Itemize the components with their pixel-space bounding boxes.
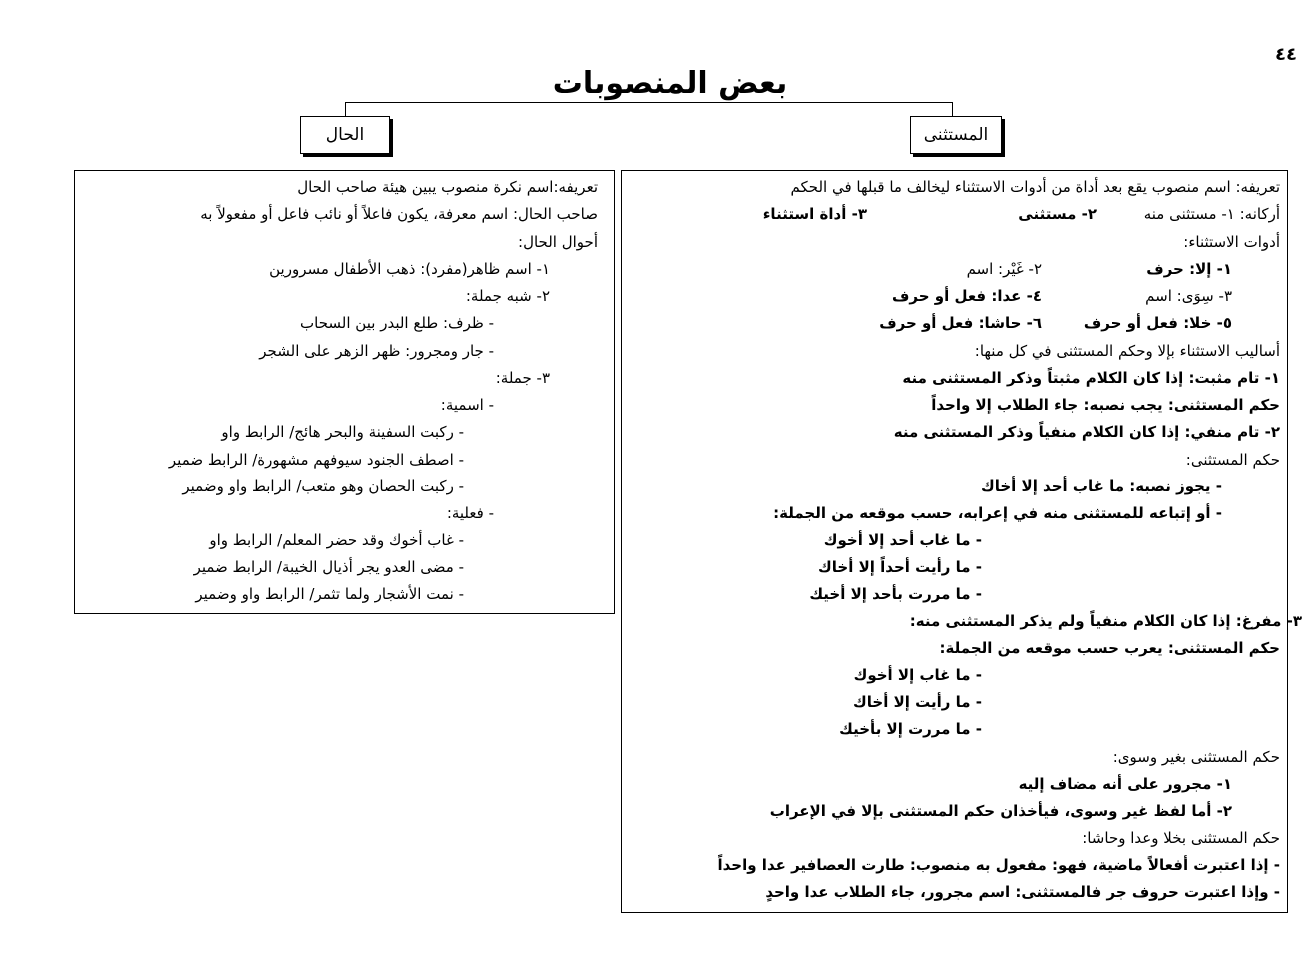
section-heading: أحوال الحال:: [518, 233, 598, 251]
rule-item: - وإذا اعتبرت حروف جر فالمستثنى: اسم مجرور، جاء الطلاب عدا واحدٍ: [765, 883, 1280, 901]
subtype-item: - فعلية:: [446, 504, 494, 522]
example-item: - ما مررت إلا بأخيك: [839, 720, 982, 738]
tool-item: ٦- حاشا: فعل أو حرف: [879, 314, 1042, 332]
example-item: - مضى العدو يجر أذيال الخيبة/ الرابط ضمير: [193, 558, 464, 576]
pillar-item: ٢- مستثنى: [1018, 205, 1097, 223]
rule-line: حكم المستثنى: يجب نصبه: جاء الطلاب إلا واحداً: [931, 396, 1280, 414]
rule-item: - إذا اعتبرت أفعالاً ماضية، فهو: مفعول به منصوب: طارت العصافير عدا واحداً: [717, 856, 1280, 874]
example-item: - اصطف الجنود سيوفهم مشهورة/ الرابط ضمير: [168, 451, 464, 469]
definition-line: تعريفه: اسم منصوب يقع بعد أداة من أدوات الاستثناء ليخالف ما قبلها في الحكم: [790, 178, 1280, 196]
page-title: بعض المنصوبات: [552, 66, 788, 101]
pillar-item: ٣- أداة استثناء: [762, 205, 867, 223]
example-item: - ما رأيت إلا أخاك: [853, 693, 982, 711]
rule-line: حكم المستثنى: يعرب حسب موقعه من الجملة:: [939, 639, 1280, 657]
tool-item: ١- إلا: حرف: [1146, 260, 1232, 278]
page-number: ٤٤: [1275, 44, 1297, 65]
definition-line: تعريفه:اسم نكرة منصوب يبين هيئة صاحب الحال: [297, 178, 598, 196]
tool-item: ٤- عدا: فعل أو حرف: [891, 287, 1042, 305]
type-item: ١- اسم ظاهر(مفرد): ذهب الأطفال مسرورين: [269, 260, 550, 278]
rule-item: - أو إتباعه للمستثنى منه في إعرابه، حسب موقعه من الجملة:: [773, 504, 1222, 522]
style-item: ٢- تام منفي: إذا كان الكلام منفياً وذكر المستثنى منه: [893, 423, 1280, 441]
section-heading: أساليب الاستثناء بإلا وحكم المستثنى في كل منها:: [974, 342, 1280, 360]
rule-line: حكم المستثنى:: [1185, 451, 1280, 469]
example-item: - نمت الأشجار ولما تثمر/ الرابط واو وضمير: [195, 585, 464, 603]
rule-item: - يجوز نصبه: ما غاب أحد إلا أخاك: [980, 477, 1222, 495]
rule-item: ١- مجرور على أنه مضاف إليه: [1018, 775, 1232, 793]
example-item: - ما غاب إلا أخوك: [853, 666, 982, 684]
owner-line: صاحب الحال: اسم معرفة، يكون فاعلاً أو نائب فاعل أو مفعولاً به: [200, 205, 598, 223]
example-item: - غاب أخوك وقد حضر المعلم/ الرابط واو: [209, 531, 464, 549]
subtype-item: - اسمية:: [440, 396, 494, 414]
example-item: - ركبت الحصان وهو متعب/ الرابط واو وضمير: [182, 477, 464, 495]
tree-connector: [345, 102, 953, 117]
pillars-line: أركانه: ١- مستثنى منه: [1143, 205, 1280, 223]
style-item: ٣- مفرغ: إذا كان الكلام منفياً ولم يذكر المستثنى منه:: [909, 612, 1302, 630]
tool-item: ٢- غَيْر: اسم: [966, 260, 1042, 278]
type-item: ٣- جملة:: [495, 369, 550, 387]
section-heading: حكم المستثنى بغير وسوى:: [1112, 748, 1280, 766]
label-box-mustathna: المستثنى: [910, 116, 1002, 154]
example-item: - ركبت السفينة والبحر هائج/ الرابط واو: [221, 423, 464, 441]
example-item: - ما رأيت أحداً إلا أخاك: [818, 558, 982, 576]
section-heading: أدوات الاستثناء:: [1183, 233, 1280, 251]
style-item: ١- تام مثبت: إذا كان الكلام مثبتاً وذكر المستثنى منه: [902, 369, 1280, 387]
type-item: ٢- شبه جملة:: [465, 287, 550, 305]
section-heading: حكم المستثنى بخلا وعدا وحاشا:: [1082, 829, 1280, 847]
label-box-hal: الحال: [300, 116, 390, 154]
example-item: - جار ومجرور: ظهر الزهر على الشجر: [259, 342, 494, 360]
tool-item: ٣- سِوَى: اسم: [1145, 287, 1232, 305]
example-item: - ما غاب أحد إلا أخوك: [823, 531, 982, 549]
example-item: - ظرف: طلع البدر بين السحاب: [300, 314, 494, 332]
example-item: - ما مررت بأحد إلا أخيك: [809, 585, 982, 603]
tool-item: ٥- خلا: فعل أو حرف: [1083, 314, 1232, 332]
rule-item: ٢- أما لفظ غير وسوى، فيأخذان حكم المستثنى بإلا في الإعراب: [769, 802, 1232, 820]
